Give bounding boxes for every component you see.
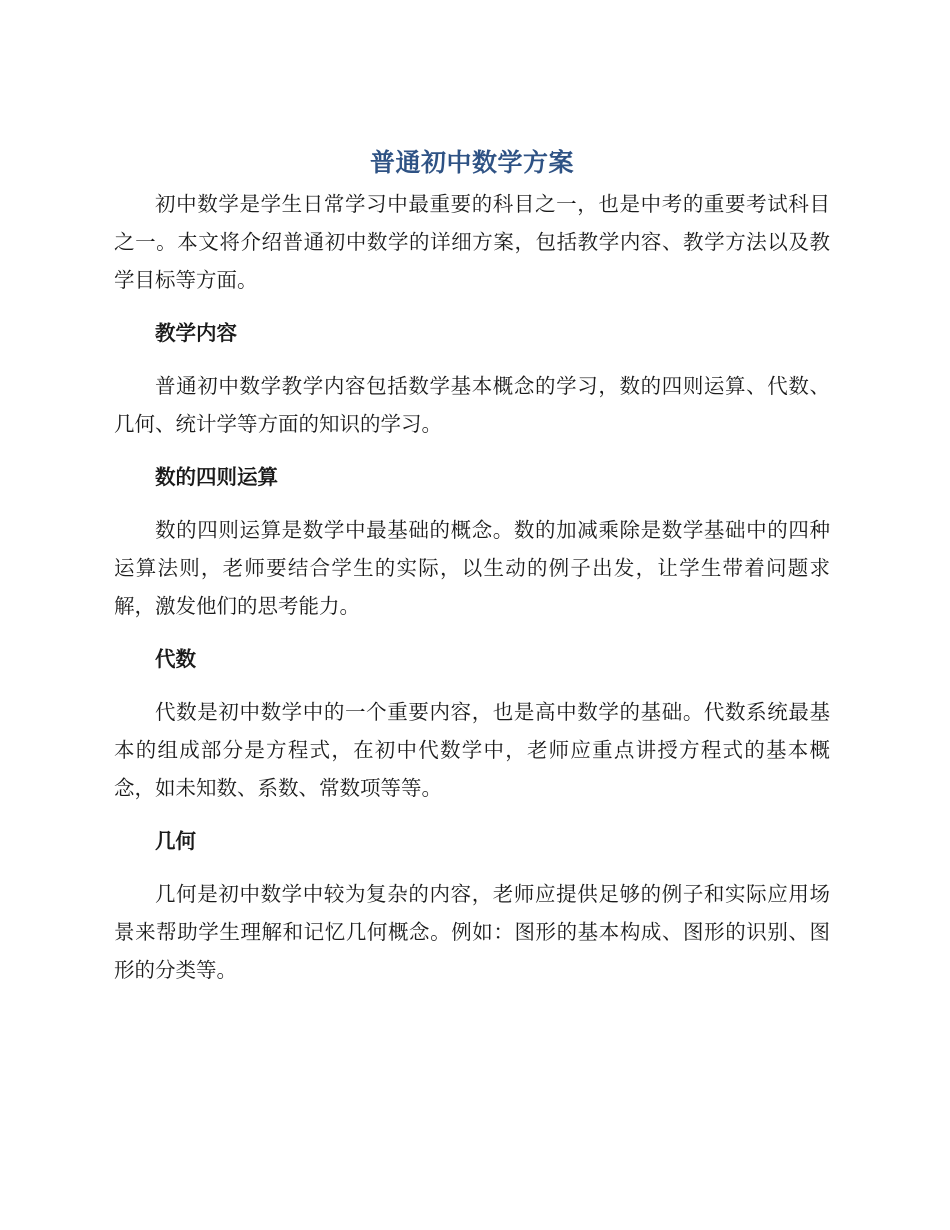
section-body-arithmetic: 数的四则运算是数学中最基础的概念。数的加减乘除是数学基础中的四种运算法则，老师要结合学生的实际，以生动的例子出发，让学生带着问题求解，激发他们的思考能力。 (114, 518, 830, 618)
section-body-teaching-content: 普通初中数学教学内容包括数学基本概念的学习，数的四则运算、代数、几何、统计学等方面的知识的学习。 (114, 374, 830, 436)
intro-paragraph: 初中数学是学生日常学习中最重要的科目之一，也是中考的重要考试科目之一。本文将介绍普通初中数学的详细方案，包括教学内容、教学方法以及教学目标等方面。 (114, 192, 830, 292)
document-title: 普通初中数学方案 (369, 148, 574, 177)
document-page (114, 145, 830, 989)
section-heading-arithmetic: 数的四则运算 (155, 465, 278, 489)
section-heading-algebra: 代数 (155, 647, 196, 671)
section-body-algebra: 代数是初中数学中的一个重要内容，也是高中数学的基础。代数系统最基本的组成部分是方程式，在初中代数学中，老师应重点讲授方程式的基本概念，如未知数、系数、常数项等等。 (114, 700, 830, 800)
section-body-geometry: 几何是初中数学中较为复杂的内容，老师应提供足够的例子和实际应用场景来帮助学生理解和记忆几何概念。例如：图形的基本构成、图形的识别、图形的分类等。 (114, 882, 830, 982)
section-heading-geometry: 几何 (155, 829, 196, 853)
section-heading-teaching-content: 教学内容 (155, 321, 237, 345)
